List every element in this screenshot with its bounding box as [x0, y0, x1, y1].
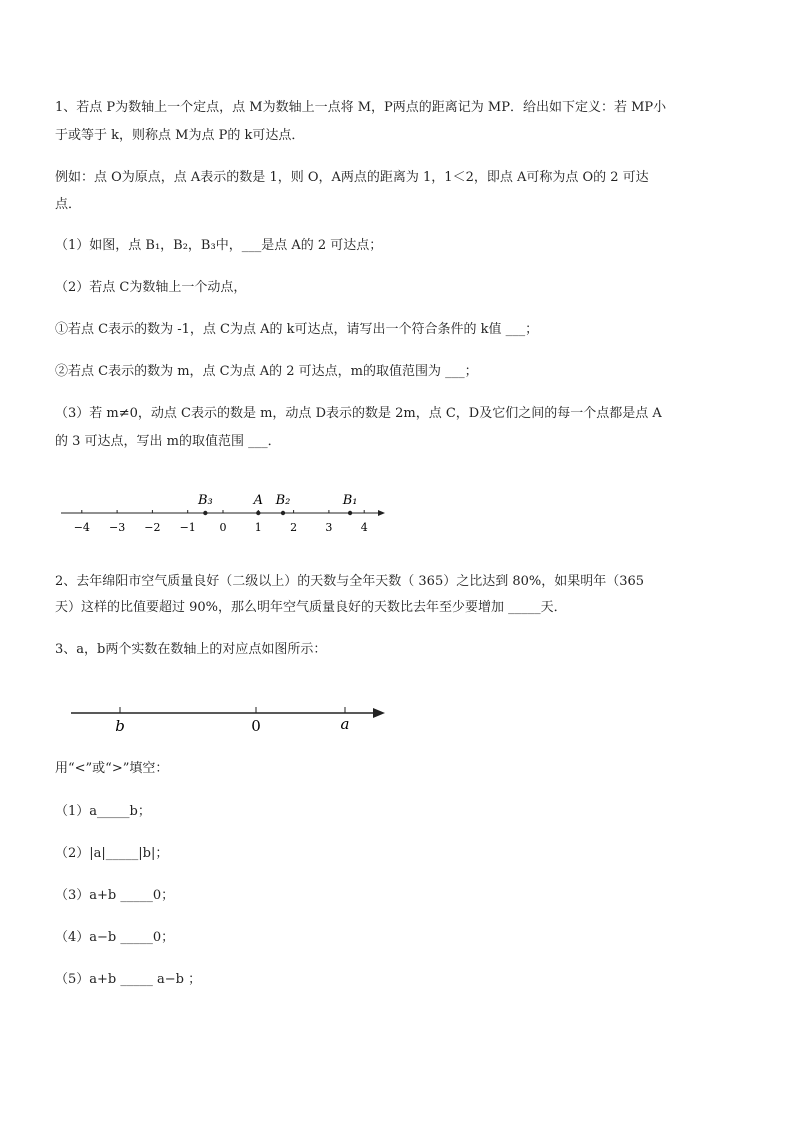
q1-tick-label: 3 — [325, 521, 333, 534]
q3-label-b: b — [115, 717, 125, 735]
q1-example-line1: 例如：点 O为原点，点 A表示的数是 1，则 O，A两点的距离为 1，1＜2，即点 A可称为点 O的 2 可达 — [55, 170, 649, 185]
q1-point-dot — [256, 511, 260, 515]
q1-part2b: ②若点 C表示的数为 m，点 C为点 A的 2 可达点，m的取值范围为 ___； — [55, 364, 478, 379]
q1-part1: （1）如图，点 B₁，B₂，B₃中，___是点 A的 2 可达点； — [55, 238, 383, 253]
q2-line2: 天）这样的比值要超过 90%，那么明年空气质量良好的天数比去年至少要增加 _____天． — [55, 600, 567, 615]
q3-stem: 3、a，b两个实数在数轴上的对应点如图所示： — [55, 642, 327, 657]
q3-number-line — [65, 698, 395, 738]
q1-tick-label: 0 — [219, 521, 227, 534]
q1-point-label: B₁ — [342, 493, 358, 508]
q1-tick-label: −3 — [108, 521, 126, 534]
q2-line1: 2、去年绵阳市空气质量良好（二级以上）的天数与全年天数（ 365）之比达到 80%，如果明年（365 — [55, 574, 645, 589]
q1-point-dot — [281, 511, 285, 515]
q1-point-dot — [348, 511, 352, 515]
q1-tick-label: −2 — [144, 521, 161, 534]
q3-item-5: （5）a+b _____ a−b ； — [55, 972, 202, 987]
q1-example-line2: 点． — [55, 197, 82, 212]
q1-point-label: A — [253, 493, 263, 508]
q1-part3-line2: 的 3 可达点，写出 m的取值范围 ___． — [55, 434, 281, 449]
q1-part3-line1: （3）若 m≠0，动点 C表示的数是 m，动点 D表示的数是 2m，点 C，D及它们之间的每一个点都是点 A — [55, 406, 662, 421]
q1-point-dot — [203, 511, 207, 515]
q1-point-label: B₃ — [197, 493, 213, 508]
q3-label-0: 0 — [251, 717, 261, 735]
q1-tick-label: 2 — [290, 521, 298, 534]
q1-tick-label: 4 — [360, 521, 368, 534]
q3-item-3: （3）a+b _____0； — [55, 888, 175, 903]
q1-tick-label: −1 — [179, 521, 196, 534]
q1-tick-label: 1 — [254, 521, 262, 534]
q1-tick-label: −4 — [73, 521, 90, 534]
q3-item-4: （4）a−b _____0； — [55, 930, 175, 945]
q1-part2a: ①若点 C表示的数为 -1，点 C为点 A的 k可达点，请写出一个符合条件的 k值 ___； — [55, 322, 539, 337]
q1-number-line — [55, 483, 395, 543]
q3-item-2: （2）|a|_____|b|； — [55, 846, 169, 861]
q1-part2: （2）若点 C为数轴上一个动点， — [55, 280, 247, 295]
q3-item-1: （1）a_____b； — [55, 804, 151, 819]
q1-point-label: B₂ — [275, 493, 291, 508]
q3-label-a: a — [340, 715, 350, 733]
q1-intro-line2: 于或等于 k，则称点 M为点 P的 k可达点． — [55, 128, 305, 143]
q3-fill-prompt: 用“<”或“>”填空： — [55, 761, 169, 776]
q1-intro-line1: 1、若点 P为数轴上一个定点，点 M为数轴上一点将 M，P两点的距离记为 MP．给出如下定义：若 MP小 — [55, 100, 667, 115]
